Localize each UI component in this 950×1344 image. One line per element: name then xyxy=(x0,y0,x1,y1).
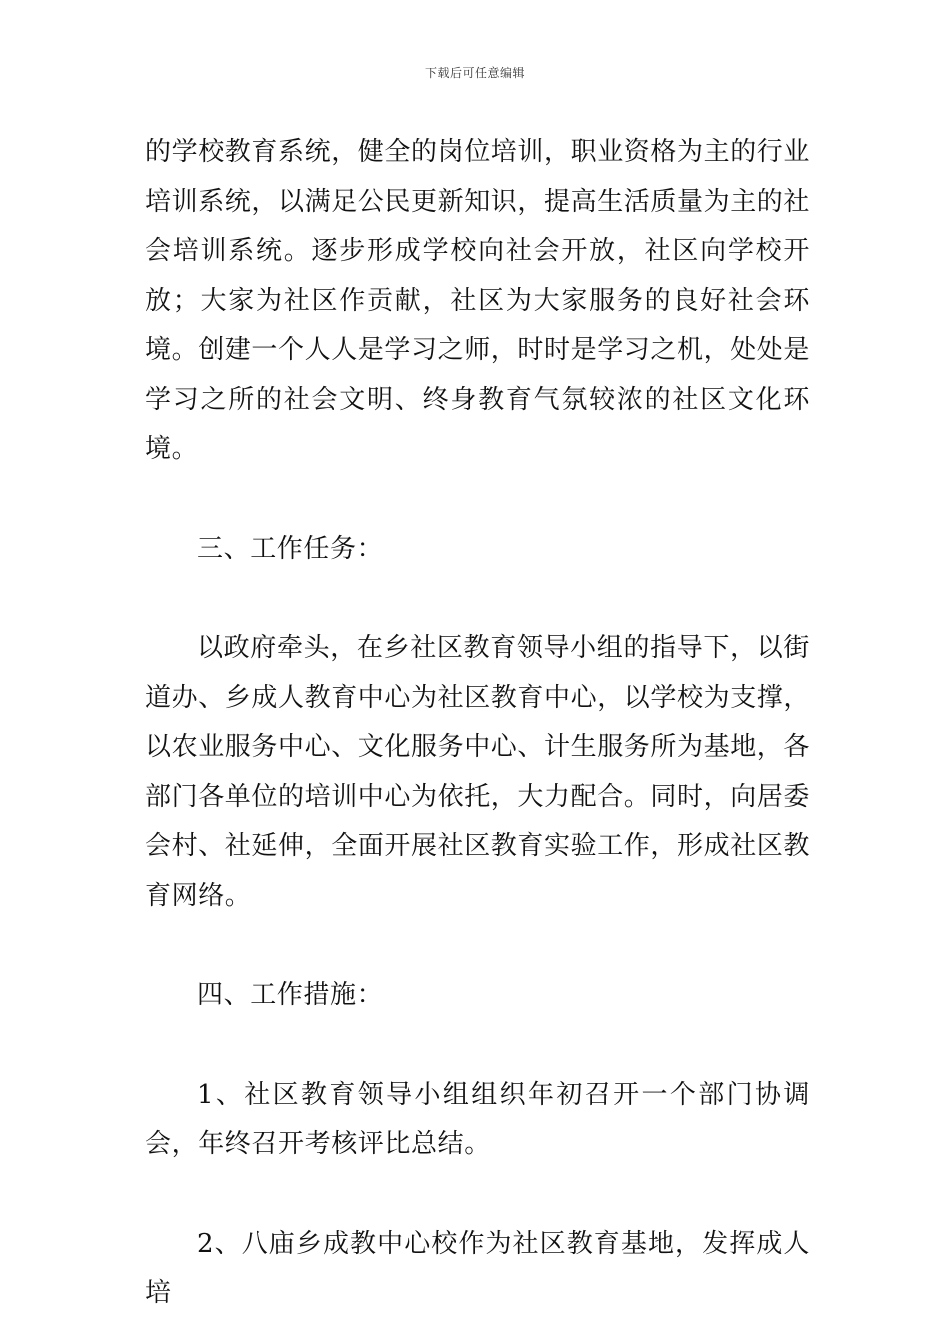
paragraph-tasks: 以政府牵头，在乡社区教育领导小组的指导下，以街道办、乡成人教育中心为社区教育中心，以学校为支撑，以农业服务中心、文化服务中心、计生服务所为基地，各部门各单位的培训中心为依托，大力配合。同时，向居委会村、社延伸，全面开展社区教育实验工作，形成社区教育网络。 xyxy=(145,633,811,911)
measure-item-1: 1、社区教育领导小组组织年初召开一个部门协调会，年终召开考核评比总结。 xyxy=(145,1079,810,1159)
page-header-note: 下载后可任意编辑 xyxy=(424,66,525,80)
paragraph-continuation: 的学校教育系统，健全的岗位培训，职业资格为主的行业培训系统，以满足公民更新知识，提高生活质量为主的社会培训系统。逐步形成学校向社会开放，社区向学校开放；大家为社区作贡献，社区为大家服务的良好社会环境。创建一个人人是学习之师，时时是学习之机，处处是学习之所的社会文明、终身教育气氛较浓的社区文化环境。 xyxy=(145,137,811,464)
section-heading-tasks: 三、工作任务： xyxy=(197,533,384,564)
measure-item-2: 2、八庙乡成教中心校作为社区教育基地，发挥成人培 xyxy=(145,1228,810,1308)
document-body xyxy=(145,128,810,1319)
section-heading-measures: 四、工作措施： xyxy=(197,980,384,1010)
